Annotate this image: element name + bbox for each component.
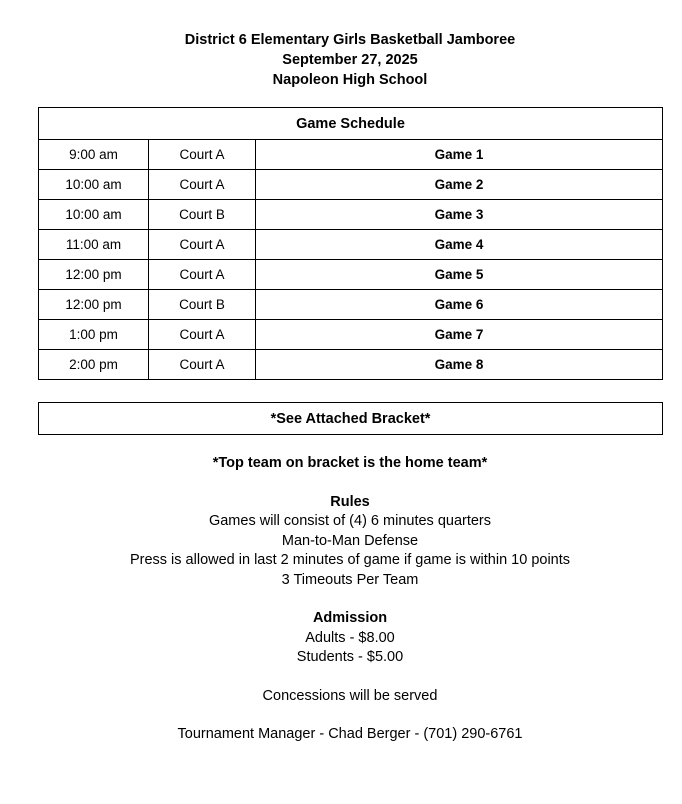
game-court: Court A bbox=[149, 230, 256, 260]
event-notes bbox=[0, 454, 682, 745]
game-time: 12:00 pm bbox=[39, 290, 149, 320]
rule-item: Man-to-Man Defense bbox=[281, 532, 419, 549]
table-row bbox=[39, 200, 663, 230]
bracket-note-box bbox=[38, 402, 663, 435]
admission-heading: Admission bbox=[312, 610, 388, 626]
rules-heading: Rules bbox=[330, 493, 370, 510]
game-court: Court A bbox=[149, 320, 256, 350]
admission-item: Students - $5.00 bbox=[296, 649, 404, 665]
rule-item: Press is allowed in last 2 minutes of game if game is within 10 points bbox=[129, 552, 571, 568]
table-row bbox=[39, 140, 663, 170]
game-label: Game 5 bbox=[256, 260, 663, 290]
game-court: Court A bbox=[149, 140, 256, 170]
admission-item: Adults - $8.00 bbox=[305, 629, 395, 646]
table-row bbox=[39, 230, 663, 260]
game-court: Court B bbox=[149, 290, 256, 320]
table-row bbox=[39, 350, 663, 380]
home-team-note: *Top team on bracket is the home team* bbox=[212, 455, 488, 471]
game-label: Game 1 bbox=[256, 140, 663, 170]
game-court: Court A bbox=[149, 350, 256, 380]
game-label: Game 8 bbox=[256, 350, 663, 380]
game-label: Game 4 bbox=[256, 230, 663, 260]
rule-item: Games will consist of (4) 6 minutes quarters bbox=[208, 513, 492, 529]
game-schedule-table bbox=[38, 107, 663, 380]
table-row bbox=[39, 170, 663, 200]
game-time: 12:00 pm bbox=[39, 260, 149, 290]
event-title: District 6 Elementary Girls Basketball Jamboree bbox=[184, 32, 516, 48]
bracket-note: *See Attached Bracket* bbox=[270, 410, 431, 427]
document-header bbox=[0, 30, 682, 90]
rule-item: 3 Timeouts Per Team bbox=[281, 571, 419, 588]
concessions-note: Concessions will be served bbox=[262, 687, 438, 704]
game-court: Court A bbox=[149, 260, 256, 290]
game-time: 11:00 am bbox=[39, 230, 149, 260]
game-time: 10:00 am bbox=[39, 200, 149, 230]
tournament-manager: Tournament Manager - Chad Berger - (701) 290-6761 bbox=[177, 726, 523, 742]
game-time: 9:00 am bbox=[39, 140, 149, 170]
event-date: September 27, 2025 bbox=[282, 52, 418, 68]
event-location: Napoleon High School bbox=[272, 72, 428, 88]
game-label: Game 6 bbox=[256, 290, 663, 320]
table-row bbox=[39, 290, 663, 320]
game-time: 2:00 pm bbox=[39, 350, 149, 380]
table-row bbox=[39, 320, 663, 350]
game-time: 1:00 pm bbox=[39, 320, 149, 350]
table-row bbox=[39, 260, 663, 290]
game-court: Court B bbox=[149, 200, 256, 230]
table-header-row bbox=[39, 108, 663, 140]
game-court: Court A bbox=[149, 170, 256, 200]
game-time: 10:00 am bbox=[39, 170, 149, 200]
schedule-heading: Game Schedule bbox=[39, 108, 663, 140]
game-label: Game 2 bbox=[256, 170, 663, 200]
game-label: Game 3 bbox=[256, 200, 663, 230]
game-label: Game 7 bbox=[256, 320, 663, 350]
